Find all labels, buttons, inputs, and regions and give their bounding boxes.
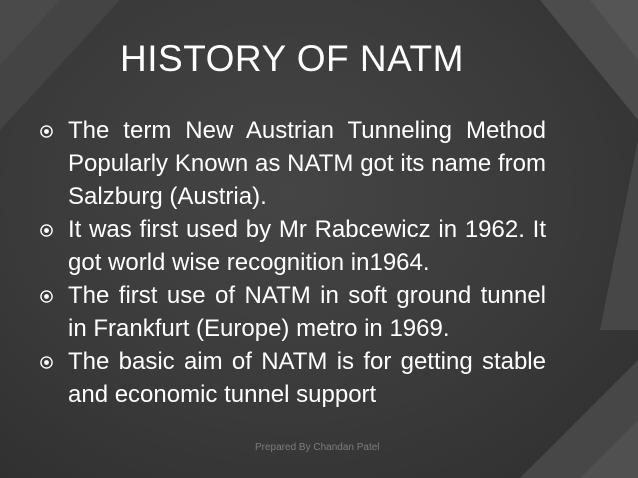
bullet-item bbox=[40, 345, 546, 411]
target-bullet-icon bbox=[40, 224, 53, 237]
target-bullet-icon bbox=[40, 290, 53, 303]
bullet-text: The first use of NATM in soft ground tunnel in Frankfurt (Europe) metro in 1969. bbox=[68, 282, 546, 342]
bullet-text: It was first used by Mr Rabcewicz in 1962. It got world wise recognition in1964. bbox=[68, 216, 546, 276]
bullet-list bbox=[40, 114, 546, 411]
bullet-item bbox=[40, 279, 546, 345]
slide-title: HISTORY OF NATM bbox=[120, 38, 464, 79]
bullet-item bbox=[40, 114, 546, 213]
bullet-text: The term New Austrian Tunneling Method Popularly Known as NATM got its name from Salzburg (Austria). bbox=[68, 117, 546, 210]
watermark: Prepared By Chandan Patel bbox=[255, 442, 380, 453]
target-bullet-icon bbox=[40, 125, 53, 138]
target-bullet-icon bbox=[40, 356, 53, 369]
bullet-item bbox=[40, 213, 546, 279]
bullet-text: The basic aim of NATM is for getting stable and economic tunnel support bbox=[68, 348, 546, 408]
